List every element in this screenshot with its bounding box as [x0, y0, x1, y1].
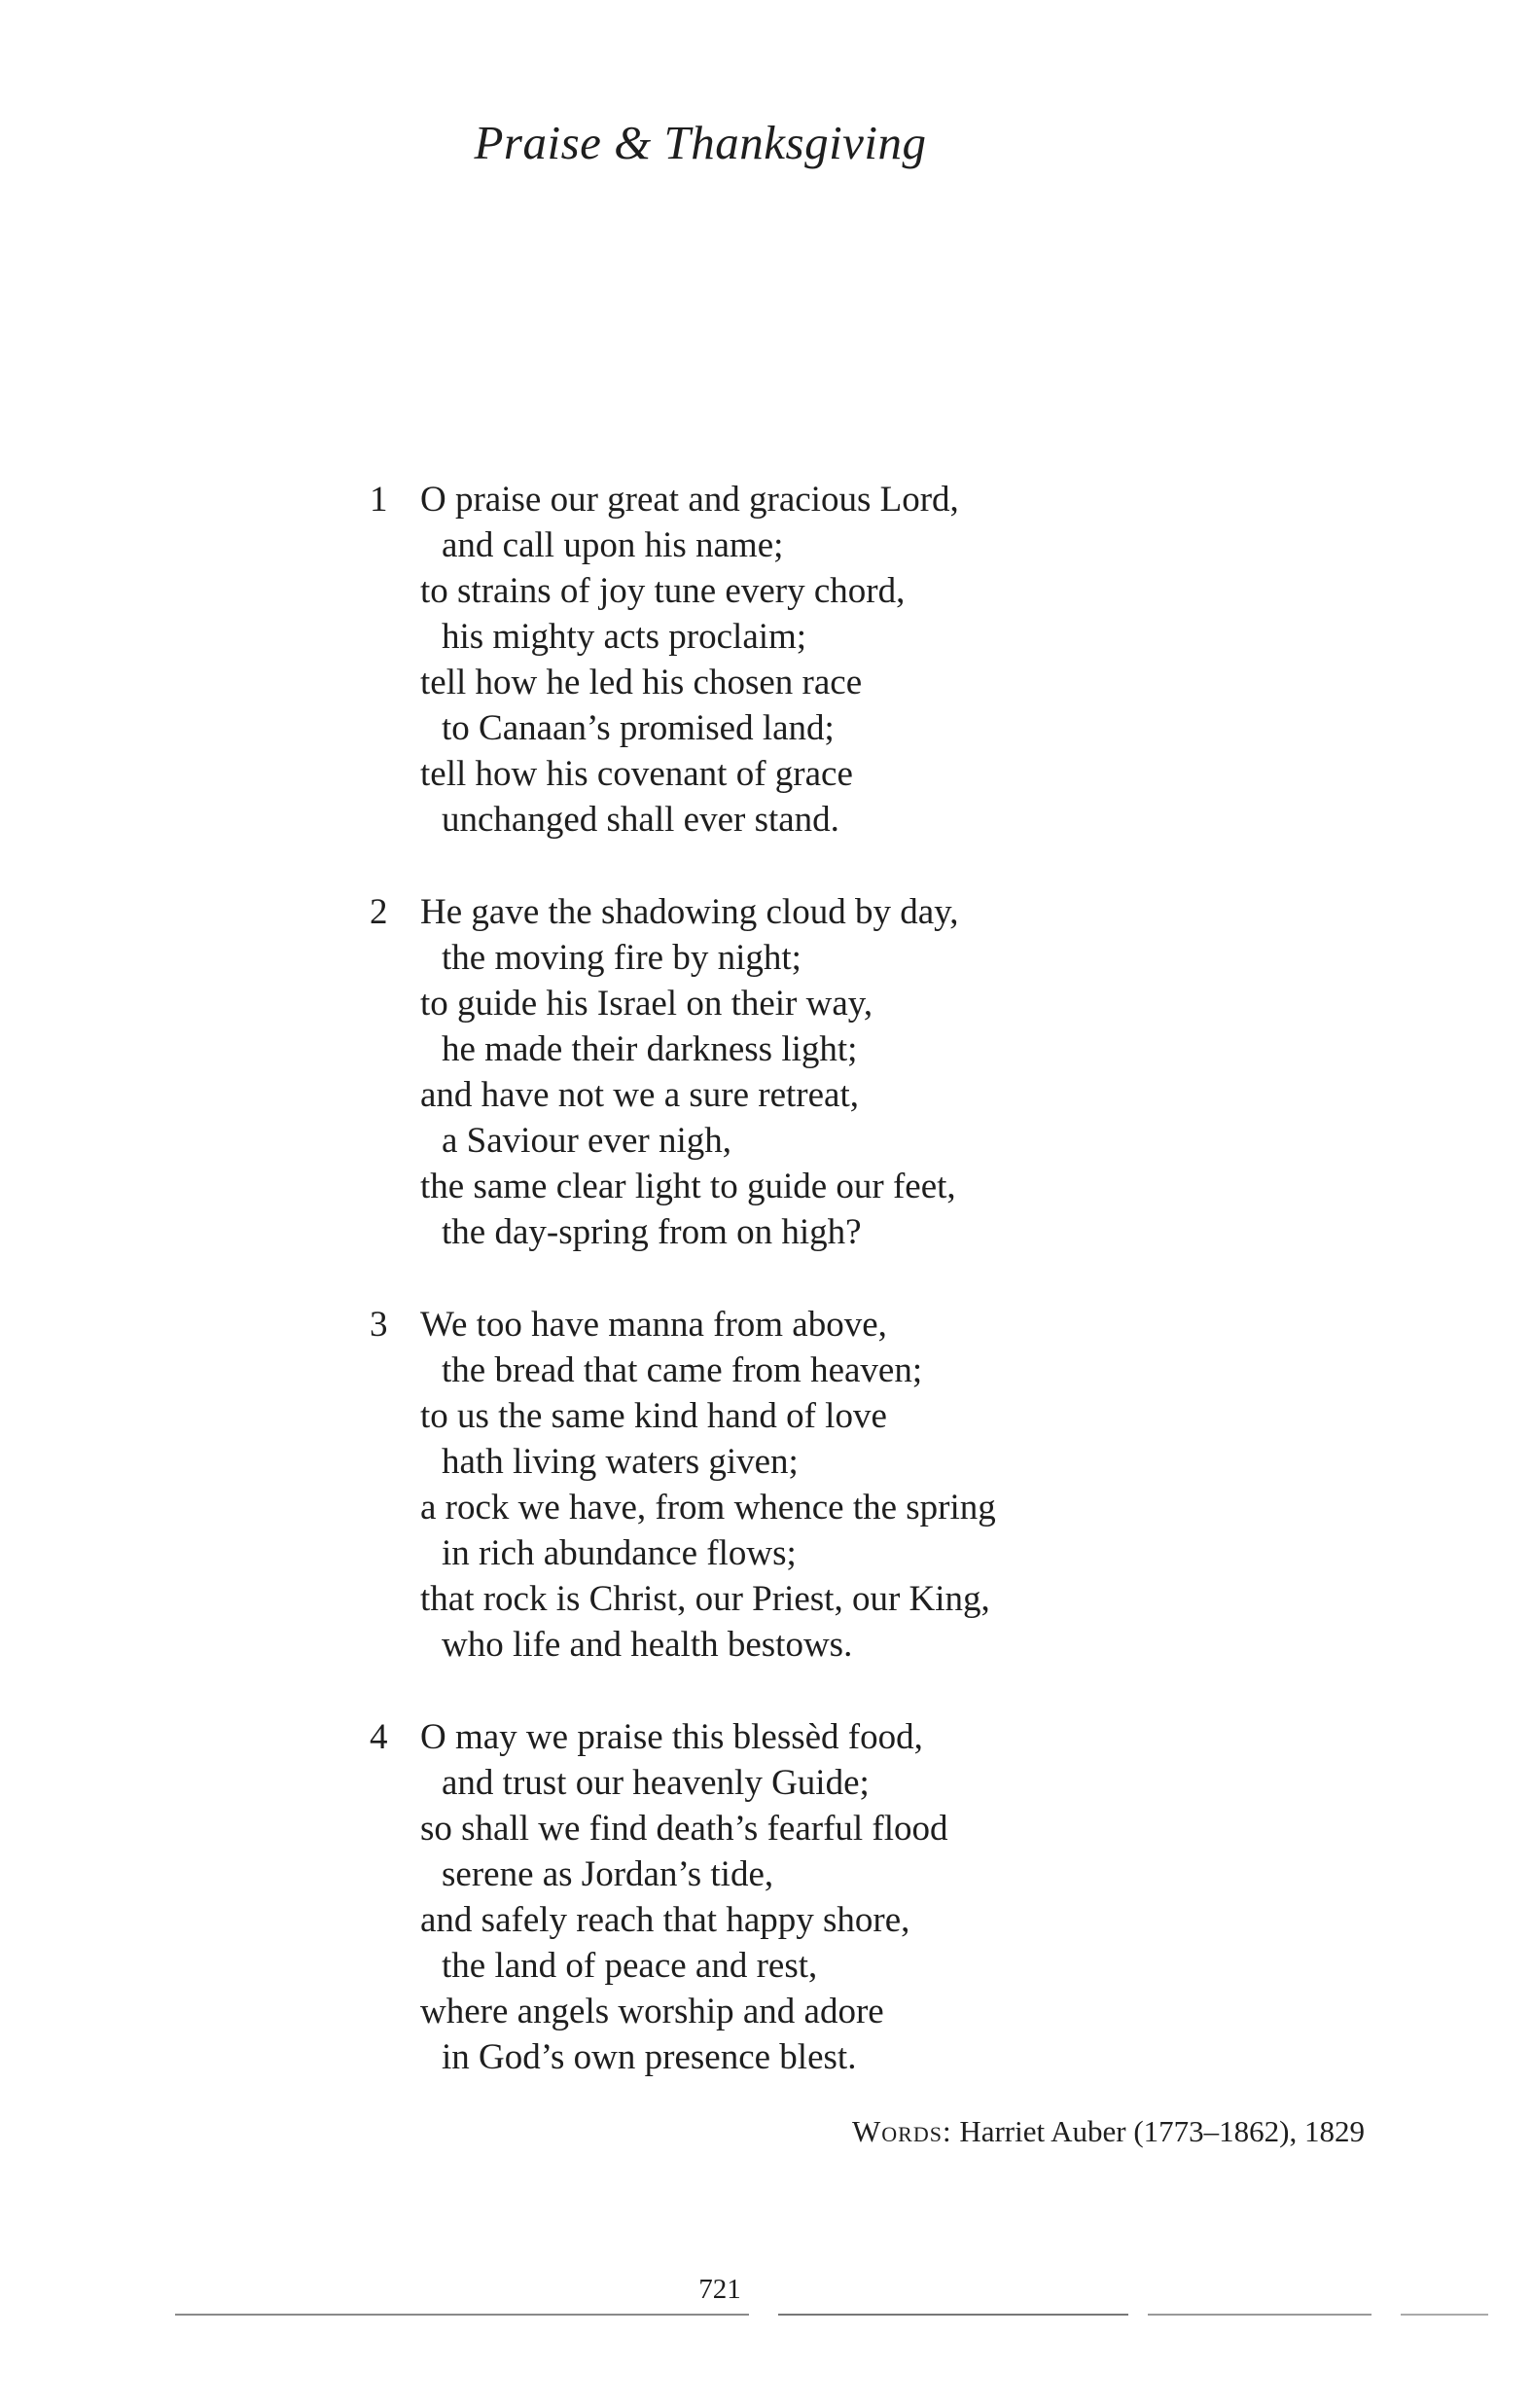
verse-line: the moving fire by night; [442, 938, 802, 978]
footer-rule [1401, 2314, 1488, 2316]
verse-number: 2 [370, 892, 388, 932]
verse-line: to Canaan’s promised land; [442, 708, 835, 748]
verse-line: unchanged shall ever stand. [442, 800, 839, 840]
verse-line: and safely reach that happy shore, [420, 1900, 910, 1940]
verse-line: a Saviour ever nigh, [442, 1121, 731, 1161]
verse-line: hath living waters given; [442, 1442, 799, 1482]
verse-line: O may we praise this blessèd food, [420, 1717, 923, 1757]
verse-line: We too have manna from above, [420, 1305, 887, 1345]
verse-line: and trust our heavenly Guide; [442, 1763, 870, 1803]
verse-line: tell how his covenant of grace [420, 754, 853, 794]
footer-rule [1148, 2314, 1372, 2316]
section-title: Praise & Thanksgiving [474, 116, 927, 169]
words-credit [852, 2114, 1365, 2149]
verse-number: 4 [370, 1717, 388, 1757]
verse-line: who life and health bestows. [442, 1625, 853, 1665]
hymn-text [370, 477, 1128, 2127]
verse-line: and have not we a sure retreat, [420, 1075, 859, 1115]
verse-line: a rock we have, from whence the spring [420, 1488, 996, 1527]
verse-line: the day-spring from on high? [442, 1212, 862, 1252]
verse-line: He gave the shadowing cloud by day, [420, 892, 959, 932]
verse-line: tell how he led his chosen race [420, 663, 863, 702]
verse-number: 1 [370, 480, 388, 520]
verse-line: O praise our great and gracious Lord, [420, 480, 959, 520]
verse-line: to us the same kind hand of love [420, 1396, 887, 1436]
verse-line: and call upon his name; [442, 525, 784, 565]
footer-rule [175, 2314, 749, 2316]
verse-line: to guide his Israel on their way, [420, 984, 873, 1024]
footer-rule [778, 2314, 1128, 2316]
verse-line: in God’s own presence blest. [442, 2037, 857, 2077]
verse-line: that rock is Christ, our Priest, our King, [420, 1579, 990, 1619]
verse-number: 3 [370, 1305, 388, 1345]
verse-line: to strains of joy tune every chord, [420, 571, 906, 611]
verse-line: so shall we find death’s fearful flood [420, 1809, 948, 1849]
verse-line: in rich abundance flows; [442, 1533, 797, 1573]
credit-label: Words: [852, 2114, 952, 2148]
verse-4 [370, 1714, 1128, 2080]
verse-line: he made their darkness light; [442, 1029, 858, 1069]
verse-3 [370, 1302, 1128, 1668]
verse-line: his mighty acts proclaim; [442, 617, 807, 657]
verse-2 [370, 889, 1128, 1255]
verse-1 [370, 477, 1128, 843]
verse-line: the bread that came from heaven; [442, 1350, 923, 1390]
verse-line: the same clear light to guide our feet, [420, 1167, 956, 1206]
page-number: 721 [698, 2274, 741, 2305]
verse-line: serene as Jordan’s tide, [442, 1854, 774, 1894]
verse-line: where angels worship and adore [420, 1992, 884, 2031]
credit-text: Harriet Auber (1773–1862), 1829 [959, 2114, 1365, 2148]
verse-line: the land of peace and rest, [442, 1946, 818, 1986]
